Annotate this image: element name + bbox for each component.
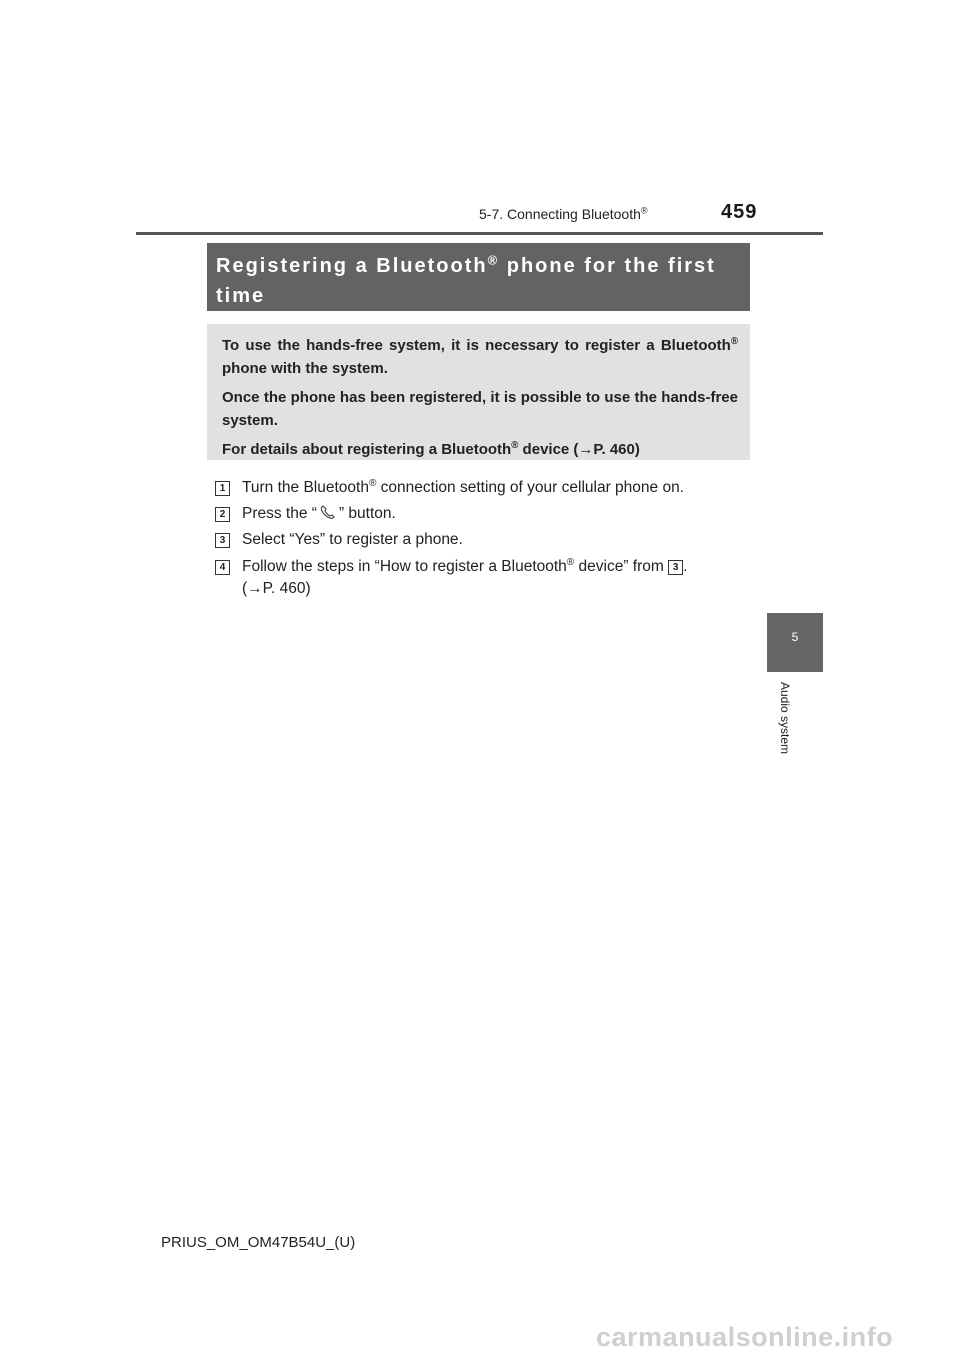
- page-number: 459: [721, 201, 758, 223]
- step-reference-badge: 3: [668, 560, 683, 575]
- step-number-badge: 3: [215, 533, 230, 548]
- document-code: PRIUS_OM_OM47B54U_(U): [161, 1234, 356, 1251]
- header-divider: [136, 232, 823, 235]
- phone-icon: [317, 504, 339, 520]
- chapter-tab-number: 5: [791, 630, 799, 644]
- step-number-badge: 4: [215, 560, 230, 575]
- step-2: [215, 503, 750, 525]
- section-heading: Registering a Bluetooth® phone for the first time: [207, 243, 750, 311]
- intro-paragraph-3: For details about registering a Bluetooth® device (→P. 460): [222, 440, 640, 458]
- step-text: Press the “ ” button.: [242, 505, 396, 522]
- step-1: [215, 477, 750, 499]
- intro-paragraph-2: Once the phone has been registered, it is possible to use the hands-free system.: [222, 389, 738, 429]
- intro-paragraph-1: To use the hands-free system, it is necessary to register a Bluetooth® phone with the system.: [222, 336, 738, 377]
- step-3: [215, 529, 750, 551]
- step-text: Follow the steps in “How to register a Bluetooth® device” from 3 . (→P. 460): [242, 556, 688, 597]
- watermark: carmanualsonline.info: [596, 1322, 894, 1352]
- step-number-badge: 1: [215, 481, 230, 496]
- section-title: 5-7. Connecting Bluetooth®: [479, 205, 648, 222]
- intro-box: [207, 324, 750, 460]
- step-text: Turn the Bluetooth® connection setting of your cellular phone on.: [242, 477, 684, 496]
- step-text: Select “Yes” to register a phone.: [242, 531, 463, 548]
- chapter-tab-label: Audio system: [778, 682, 792, 755]
- step-number-badge: 2: [215, 507, 230, 522]
- step-4: [215, 556, 750, 600]
